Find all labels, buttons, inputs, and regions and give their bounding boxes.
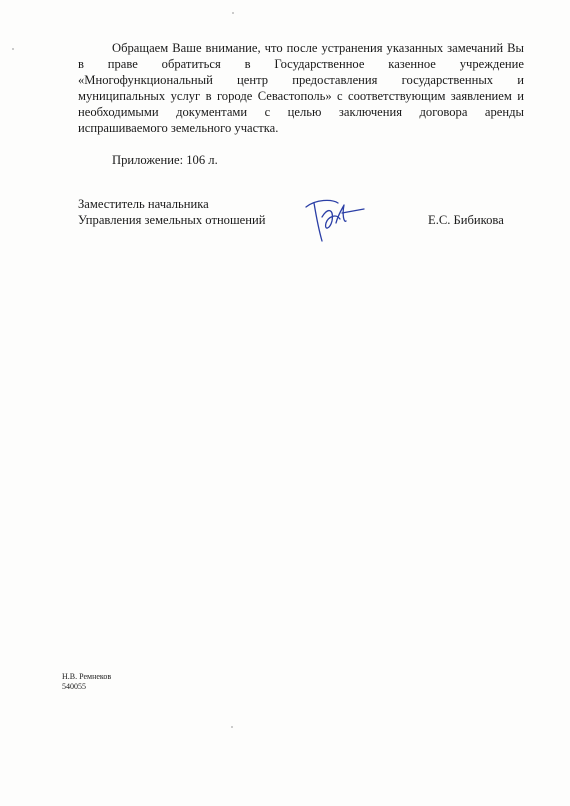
scan-speck [12,48,14,50]
signer-position-line-1: Заместитель начальника [78,197,209,211]
executor-phone: 540055 [62,682,86,691]
signer-position-line-2: Управления земельных отношений [78,213,266,227]
handwritten-signature [302,193,368,249]
signature-block [78,196,524,228]
executor-info [62,672,111,692]
executor-name: Н.В. Ремнеков [62,672,112,681]
scan-speck [231,726,233,728]
scan-speck [232,12,234,14]
signer-name: Е.С. Бибикова [428,213,504,227]
body-paragraph: Обращаем Ваше внимание, что после устранения указанных замечаний Вы в праве обратиться в Государственное казенное учреждение «Многофункциональный центр предоставления государственных и муниципальных услуг в городе Севастополь» с соответствующим заявлением и необходимыми документами с целью заключения договора аренды испрашиваемого земельного участка. [78,41,524,135]
attachment-note: Приложение: 106 л. [112,153,218,167]
